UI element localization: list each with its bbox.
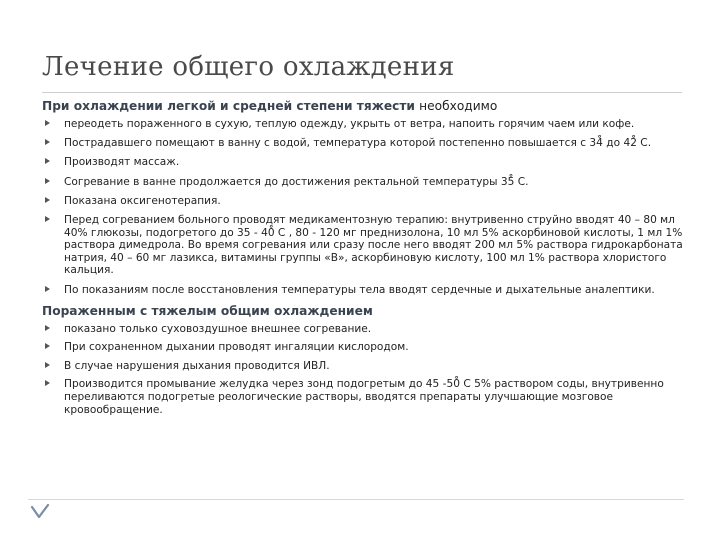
list-item-text: переодеть пораженного в сухую, теплую одежду, укрыть от ветра, напоить горячим чаем или кофе. (64, 118, 635, 130)
list-item (42, 118, 690, 131)
list-item-text: Показана оксигенотерапия. (64, 194, 221, 207)
bullet-arrow-icon (45, 362, 50, 368)
bullet-arrow-icon (45, 178, 50, 184)
list-item (42, 360, 690, 373)
bullet-arrow-icon (45, 380, 50, 386)
bullet-arrow-icon (45, 197, 50, 203)
list-item (42, 137, 690, 150)
section1-heading-bold: При охлаждении легкой и средней степени тяжести (42, 99, 415, 113)
title-divider (42, 92, 682, 93)
bullet-arrow-icon (45, 139, 50, 145)
section1-heading-normal: необходимо (419, 99, 498, 113)
bottom-divider (28, 499, 684, 500)
list-item (42, 284, 690, 297)
bullet-arrow-icon (45, 286, 50, 292)
list-item-text: Пострадавшего помещают в ванну с водой, температура которой постепенно повышается с 34̊ до 42̊ С. (64, 137, 652, 150)
section1-list (42, 118, 690, 296)
section1-heading (42, 98, 690, 114)
section2-list (42, 323, 690, 417)
corner-chevron-icon (30, 503, 50, 521)
bullet-arrow-icon (45, 325, 50, 331)
bullet-arrow-icon (45, 216, 50, 222)
bullet-arrow-icon (45, 343, 50, 349)
bullet-arrow-icon (45, 120, 50, 126)
list-item-text: Производят массаж. (64, 156, 180, 169)
list-item-text: В случае нарушения дыхания проводится ИВЛ. (64, 359, 330, 372)
list-item (42, 195, 690, 208)
list-item (42, 341, 690, 354)
list-item (42, 378, 690, 416)
section2-heading: Пораженным с тяжелым общим охлаждением (42, 303, 373, 318)
list-item-text: Перед согреванием больного проводят медикаментозную терапию: внутривенно струйно вводят 40 – 80 мл 40% глюкозы, подогретого до 35 - 40̊ С , 80 - 120 мг преднизолона, 10 мл 5% аскорбиновой кислоты, 1 мл 1% раствора димедрола. Во время согревания или сразу после него вводят 200 мл 5% раствора гидрокарбоната натрия, 40 – 60 мг лазикса, витамины группы «В», аскорбиновую кислоту, 100 мл 1% раствора хлористого кальция. (64, 213, 683, 277)
list-item (42, 156, 690, 169)
bullet-arrow-icon (45, 158, 50, 164)
list-item (42, 323, 690, 336)
list-item (42, 214, 690, 277)
slide-title: Лечение общего охлаждения (42, 52, 455, 82)
list-item (42, 176, 690, 189)
slide-content (42, 98, 690, 422)
list-item-text: По показаниям после восстановления температуры тела вводят сердечные и дыхательные аналептики. (64, 283, 655, 296)
list-item-text: показано только суховоздушное внешнее согревание. (64, 322, 372, 335)
list-item-text: Производится промывание желудка через зонд подогретым до 45 -50̊ С 5% раствором соды, внутривенно переливаются подогретые реологические растворы, вводятся препараты улучшающие мозговое кровообращение. (64, 378, 664, 416)
list-item-text: При сохраненном дыхании проводят ингаляции кислородом. (64, 341, 409, 354)
section2 (42, 303, 690, 417)
list-item-text: Согревание в ванне продолжается до достижения ректальной температуры 35̊ С. (64, 175, 529, 188)
